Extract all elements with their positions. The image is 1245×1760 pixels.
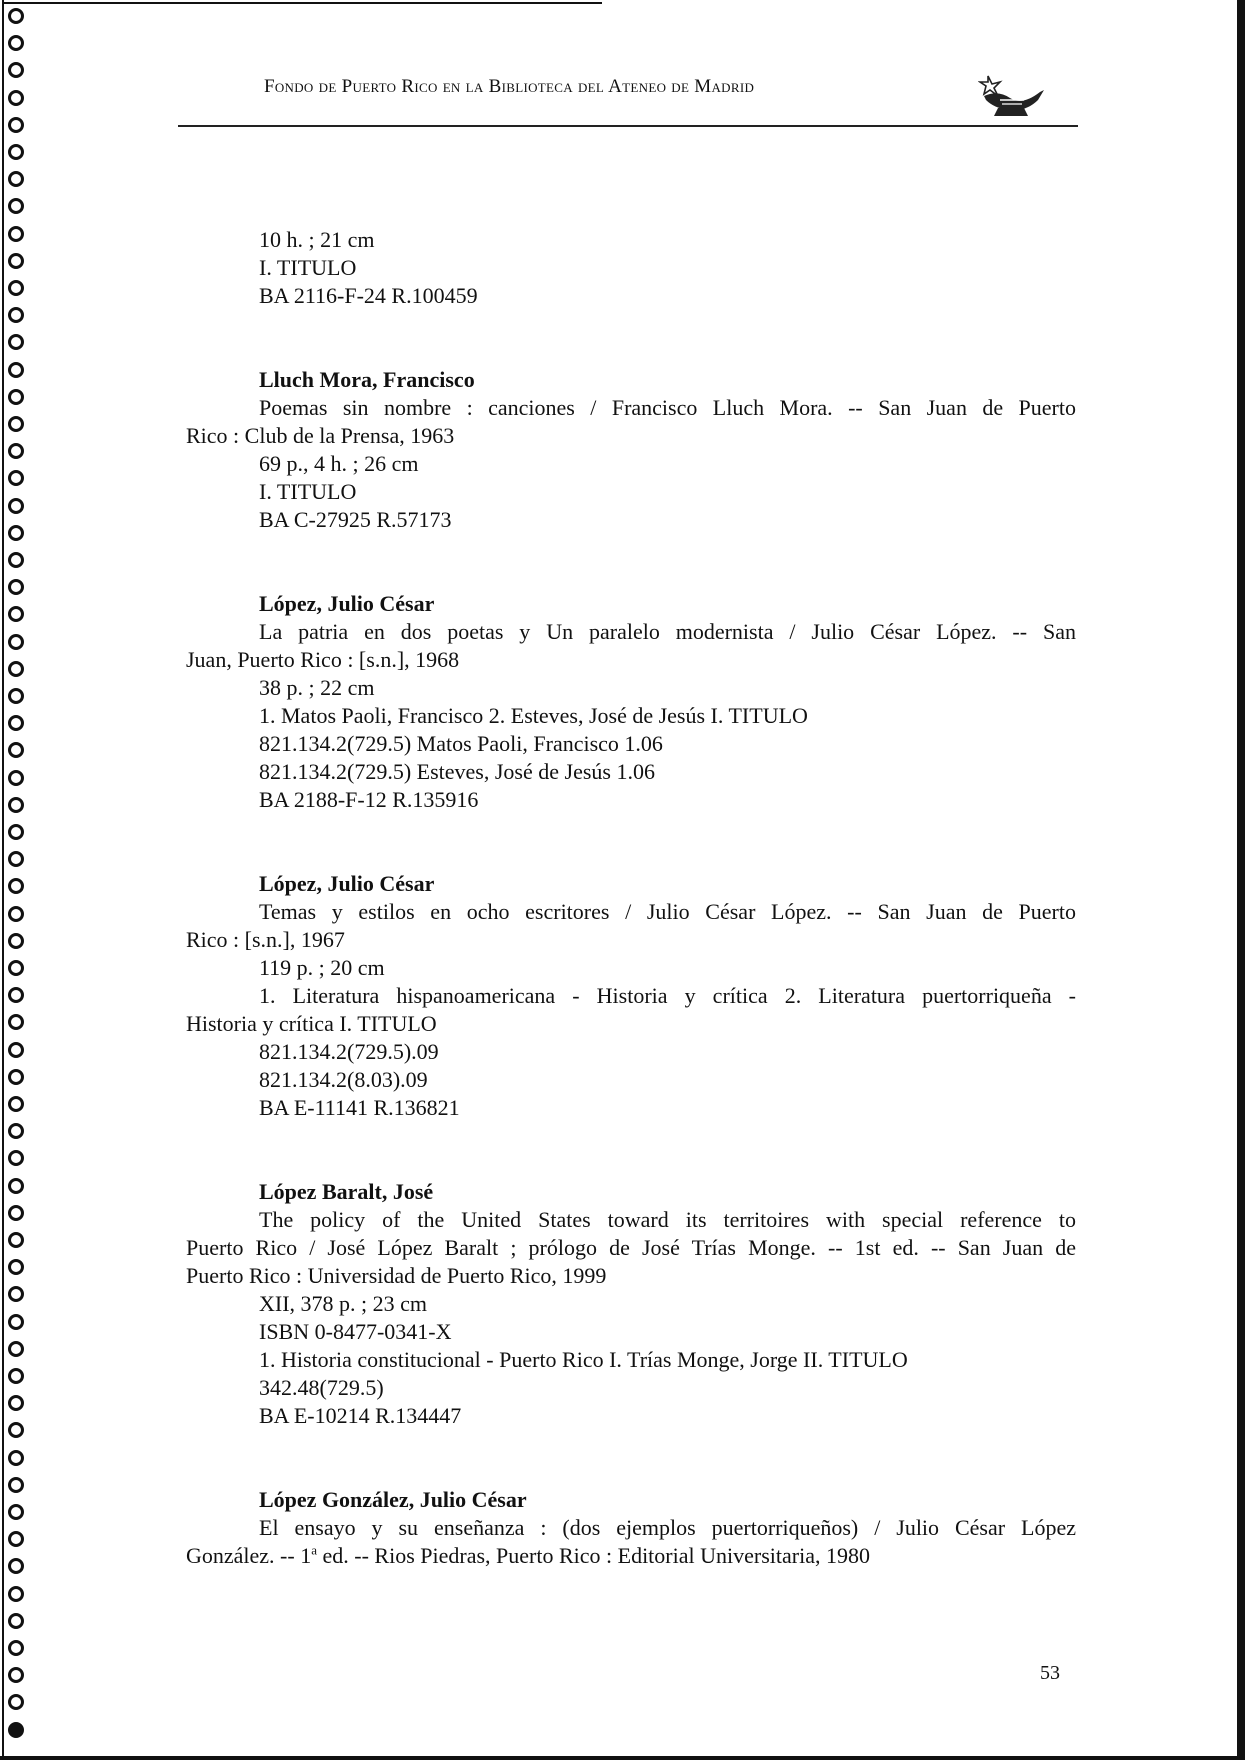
binding-ring-icon <box>8 90 24 106</box>
binding-ring-icon <box>8 226 24 242</box>
binding-ring-icon <box>8 62 24 78</box>
entry-line: ISBN 0-8477-0341-X <box>259 1319 452 1344</box>
binding-ring-icon <box>8 797 24 813</box>
edition-superscript: a <box>311 1542 317 1558</box>
entry-title-line: El ensayo y su enseñanza : (dos ejemplos puertorriqueños) / Julio César López <box>259 1515 1076 1540</box>
binding-ring-icon <box>8 606 24 622</box>
binding-ring-icon <box>8 8 24 24</box>
binding-ring-icon <box>8 579 24 595</box>
entry-title-line: Rico : [s.n.], 1967 <box>186 927 345 952</box>
catalog-entry <box>186 1486 1076 1570</box>
entry-line: BA C-27925 R.57173 <box>259 507 452 532</box>
catalog-entry <box>186 366 1076 534</box>
catalog-entry <box>186 870 1076 1122</box>
binding-ring-icon <box>8 906 24 922</box>
binding-ring-icon <box>8 1422 24 1438</box>
entry-title-line: La patria en dos poetas y Un paralelo modernista / Julio César López. -- San <box>259 619 1076 644</box>
entry-title-line: Temas y estilos en ocho escritores / Julio César López. -- San Juan de Puerto <box>259 899 1076 924</box>
binding-ring-icon <box>8 1205 24 1221</box>
catalog-entry <box>186 1178 1076 1430</box>
entry-title-line: The policy of the United States toward its territoires with special reference to <box>259 1207 1076 1232</box>
bottom-border <box>0 1756 1245 1760</box>
binding-ring-icon <box>8 253 24 269</box>
binding-ring-icon <box>8 1232 24 1248</box>
entry-line: 1. Historia constitucional - Puerto Rico I. Trías Monge, Jorge II. TITULO <box>259 1347 908 1372</box>
entry-line: 69 p., 4 h. ; 26 cm <box>259 451 419 476</box>
entry-line: I. TITULO <box>259 255 357 280</box>
binding-ring-icon <box>8 1531 24 1547</box>
binding-ring-icon <box>8 1069 24 1085</box>
binding-ring-icon <box>8 525 24 541</box>
entry-line: 10 h. ; 21 cm <box>259 227 375 252</box>
binding-ring-icon <box>8 1150 24 1166</box>
binding-ring-icon <box>8 661 24 677</box>
page-number: 53 <box>1040 1662 1060 1684</box>
binding-ring-icon <box>8 987 24 1003</box>
binding-ring-icon <box>8 634 24 650</box>
binding-ring-icon <box>8 1096 24 1112</box>
binding-ring-icon <box>8 362 24 378</box>
binding-ring-icon <box>8 1341 24 1357</box>
entry-author: López, Julio César <box>259 591 435 616</box>
binding-ring-icon <box>8 470 24 486</box>
binding-ring-icon <box>8 552 24 568</box>
entry-title-line: Poemas sin nombre : canciones / Francisco Lluch Mora. -- San Juan de Puerto <box>259 395 1076 420</box>
binding-ring-icon <box>8 117 24 133</box>
entry-line: 342.48(729.5) <box>259 1375 384 1400</box>
binding-ring-icon <box>8 1314 24 1330</box>
binding-ring-icon <box>8 1368 24 1384</box>
entry-line: BA E-10214 R.134447 <box>259 1403 462 1428</box>
entry-title-line: Rico : Club de la Prensa, 1963 <box>186 423 455 448</box>
entry-line: 821.134.2(729.5).09 <box>259 1039 439 1064</box>
binding-ring-icon <box>8 1613 24 1629</box>
entry-author: López Baralt, José <box>259 1179 434 1204</box>
entry-line: XII, 378 p. ; 23 cm <box>259 1291 428 1316</box>
binding-ring-icon <box>8 307 24 323</box>
binding-ring-icon <box>8 1286 24 1302</box>
entry-author: López, Julio César <box>259 871 435 896</box>
entry-title-part: González. -- 1 <box>186 1543 312 1568</box>
top-border <box>2 2 602 4</box>
binding-ring-icon <box>8 1178 24 1194</box>
binding-ring-icon <box>8 742 24 758</box>
binding-ring-icon <box>8 878 24 894</box>
entry-line: 1. Matos Paoli, Francisco 2. Esteves, José de Jesús I. TITULO <box>259 703 808 728</box>
binding-ring-icon <box>8 1395 24 1411</box>
binding-ring-icon <box>8 443 24 459</box>
entry-line: I. TITULO <box>259 479 357 504</box>
header-rule <box>178 125 1078 127</box>
binding-ring-icon <box>8 198 24 214</box>
entry-subject-line: 1. Literatura hispanoamericana - Historia y crítica 2. Literatura puertorriqueña - <box>259 983 1076 1008</box>
binding-ring-icon <box>8 1722 24 1738</box>
binding-ring-icon <box>8 1586 24 1602</box>
binding-ring-icon <box>8 498 24 514</box>
binding-ring-icon <box>8 1477 24 1493</box>
entry-line: 38 p. ; 22 cm <box>259 675 375 700</box>
binding-ring-icon <box>8 334 24 350</box>
entry-title-line: Puerto Rico / José López Baralt ; prólogo de José Trías Monge. -- 1st ed. -- San Juan de <box>186 1235 1076 1260</box>
entry-line: BA E-11141 R.136821 <box>259 1095 460 1120</box>
entry-title-part: ed. -- Rios Piedras, Puerto Rico : Editorial Universitaria, 1980 <box>317 1543 870 1568</box>
binding-ring-icon <box>8 933 24 949</box>
binding-ring-icon <box>8 389 24 405</box>
entry-line: 119 p. ; 20 cm <box>259 955 385 980</box>
page-header <box>178 70 1078 130</box>
binding-ring-icon <box>8 1694 24 1710</box>
catalog-entry <box>186 590 1076 814</box>
entry-title-line: Juan, Puerto Rico : [s.n.], 1968 <box>186 647 460 672</box>
binding-ring-icon <box>8 770 24 786</box>
binding-ring-icon <box>8 280 24 296</box>
binding-ring-icon <box>8 1504 24 1520</box>
entry-title-line: Puerto Rico : Universidad de Puerto Rico, 1999 <box>186 1263 607 1288</box>
catalog-entries <box>186 226 1076 1626</box>
entry-author: Lluch Mora, Francisco <box>259 367 475 392</box>
binding-ring-icon <box>8 1558 24 1574</box>
ateneo-lamp-logo-icon <box>978 70 1048 118</box>
binding-ring-icon <box>8 35 24 51</box>
entry-line: 821.134.2(8.03).09 <box>259 1067 428 1092</box>
binding-ring-icon <box>8 144 24 160</box>
binding-ring-icon <box>8 851 24 867</box>
entry-title-line <box>186 1542 1076 1570</box>
entry-line: 821.134.2(729.5) Matos Paoli, Francisco 1.06 <box>259 731 663 756</box>
entry-line: BA 2116-F-24 R.100459 <box>259 283 478 308</box>
right-border <box>1237 0 1245 1760</box>
binding-ring-icon <box>8 960 24 976</box>
binding-ring-icon <box>8 1667 24 1683</box>
binding-rings <box>6 8 32 1758</box>
binding-ring-icon <box>8 1042 24 1058</box>
entry-author: López González, Julio César <box>259 1487 527 1512</box>
entry-line: BA 2188-F-12 R.135916 <box>259 787 479 812</box>
catalog-entry <box>186 226 1076 310</box>
binding-ring-icon <box>8 171 24 187</box>
binding-ring-icon <box>8 416 24 432</box>
binding-line <box>2 0 4 1760</box>
binding-ring-icon <box>8 1259 24 1275</box>
binding-ring-icon <box>8 715 24 731</box>
binding-ring-icon <box>8 1123 24 1139</box>
binding-ring-icon <box>8 824 24 840</box>
entry-subject-line: Historia y crítica I. TITULO <box>186 1011 437 1036</box>
entry-line: 821.134.2(729.5) Esteves, José de Jesús 1.06 <box>259 759 655 784</box>
binding-ring-icon <box>8 1640 24 1656</box>
binding-ring-icon <box>8 688 24 704</box>
header-title: Fondo de Puerto Rico en la Biblioteca del Ateneo de Madrid <box>264 76 755 97</box>
binding-ring-icon <box>8 1450 24 1466</box>
binding-ring-icon <box>8 1014 24 1030</box>
